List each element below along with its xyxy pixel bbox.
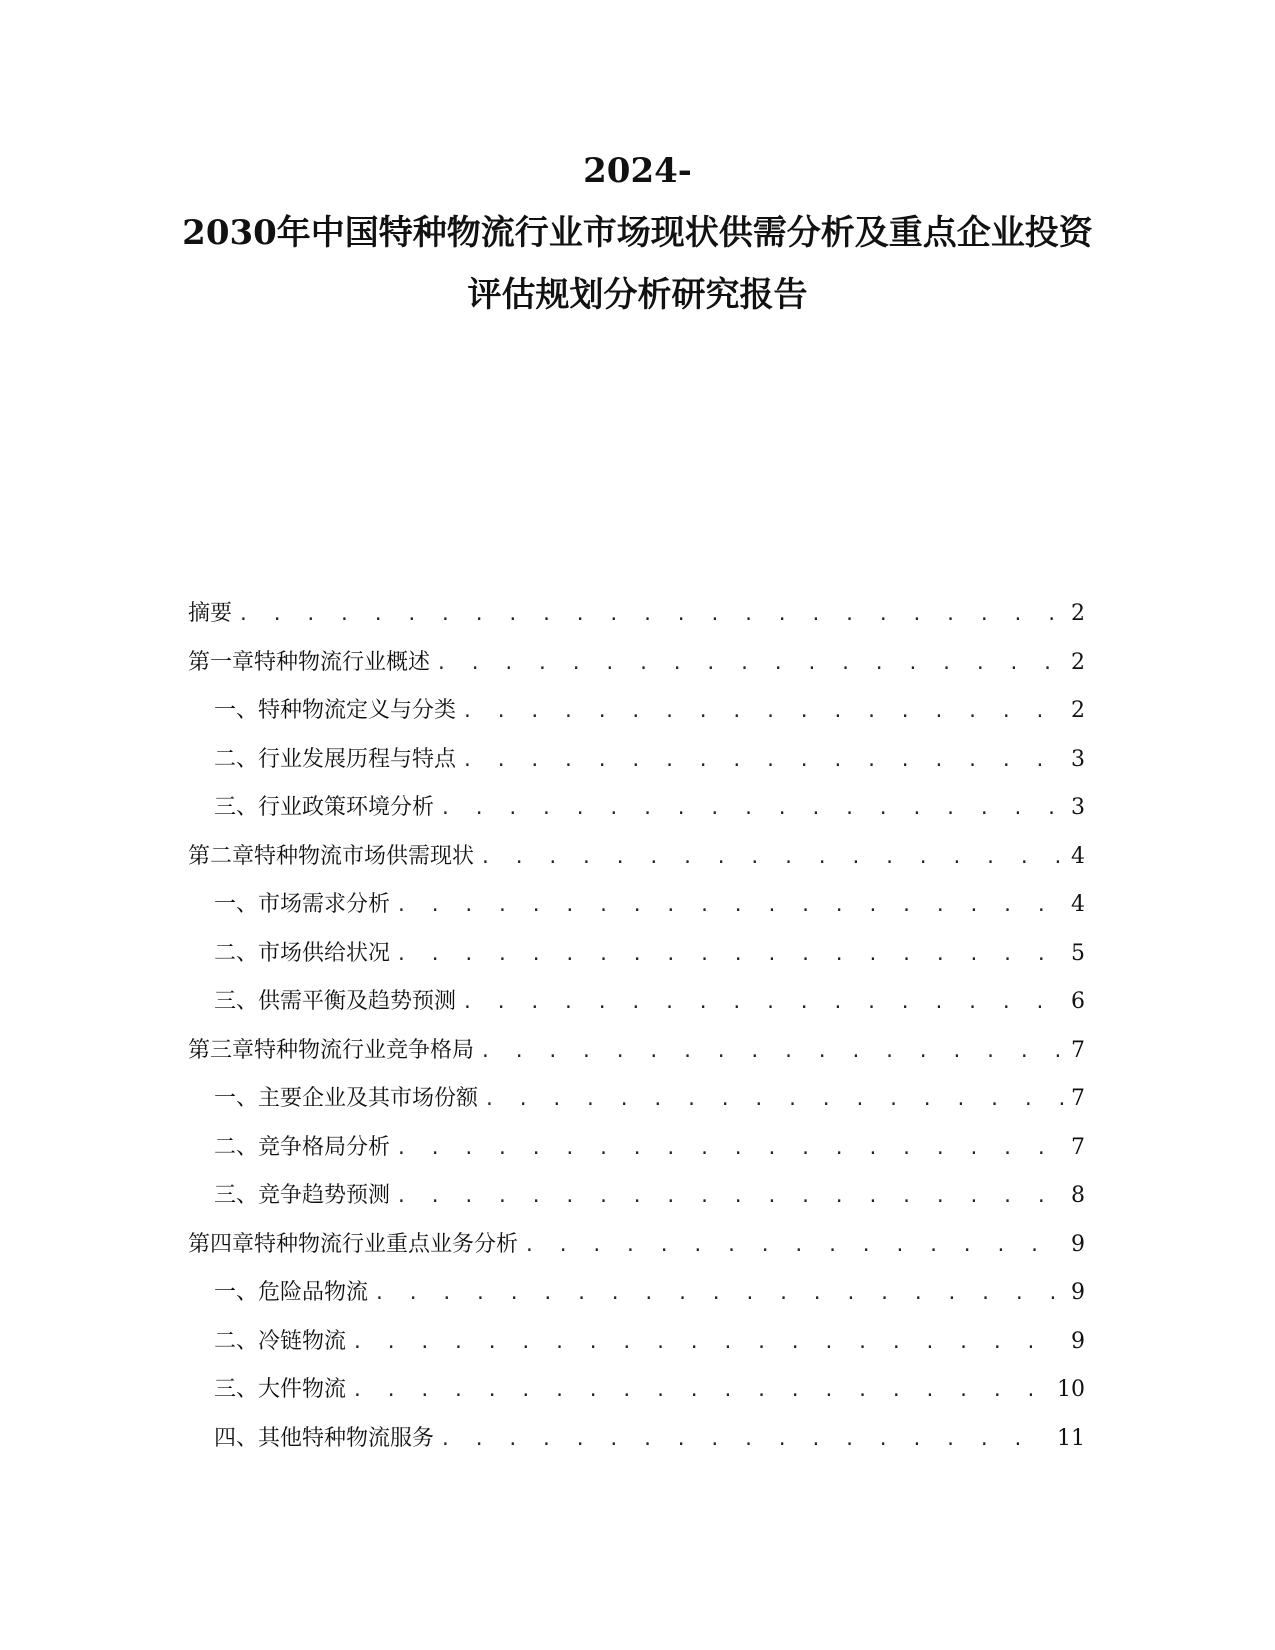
toc-entry-page-number: 3 bbox=[1071, 746, 1085, 772]
toc-dot-leader bbox=[238, 604, 1063, 625]
toc-dot-leader bbox=[480, 847, 1063, 868]
toc-entry[interactable] bbox=[188, 936, 1085, 985]
toc-dot-leader bbox=[462, 750, 1063, 771]
toc-entry-number: 三、 bbox=[214, 1183, 259, 1208]
toc-entry-title: 冷链物流 bbox=[258, 1328, 347, 1354]
toc-entry-title: 特种物流行业竞争格局 bbox=[254, 1037, 475, 1063]
toc-dot-leader bbox=[436, 653, 1063, 674]
toc-entry-number: 第一章 bbox=[188, 649, 255, 675]
title-line-1: 2024- bbox=[583, 151, 692, 191]
toc-dot-leader bbox=[440, 798, 1063, 819]
toc-entry-number: 一、 bbox=[214, 698, 259, 723]
toc-entry-number: 一、 bbox=[214, 1280, 259, 1305]
toc-entry-number: 四、 bbox=[214, 1425, 259, 1451]
toc-entry[interactable] bbox=[188, 1324, 1085, 1373]
toc-entry[interactable] bbox=[188, 1033, 1085, 1082]
toc-dot-leader bbox=[396, 944, 1063, 965]
toc-entry[interactable] bbox=[188, 1130, 1085, 1179]
toc-entry[interactable] bbox=[188, 1421, 1085, 1470]
toc-entry-title: 其他特种物流服务 bbox=[258, 1425, 435, 1451]
toc-entry-page-number: 7 bbox=[1071, 1086, 1085, 1111]
toc-entry[interactable] bbox=[188, 1372, 1085, 1421]
toc-entry-page-number: 3 bbox=[1071, 795, 1085, 820]
toc-entry[interactable] bbox=[188, 1275, 1085, 1324]
toc-entry[interactable] bbox=[188, 984, 1085, 1033]
toc-dot-leader bbox=[396, 895, 1063, 916]
toc-dot-leader bbox=[396, 1186, 1063, 1207]
toc-entry-page-number: 10 bbox=[1057, 1377, 1085, 1402]
toc-entry[interactable] bbox=[188, 839, 1085, 888]
toc-entry-page-number: 8 bbox=[1071, 1183, 1085, 1208]
toc-dot-leader bbox=[462, 701, 1063, 722]
toc-entry-number: 三、 bbox=[214, 795, 259, 820]
toc-entry-title: 主要企业及其市场份额 bbox=[258, 1086, 479, 1111]
toc-dot-leader bbox=[480, 1041, 1063, 1062]
toc-entry-page-number: 4 bbox=[1071, 843, 1085, 869]
toc-entry-title: 供需平衡及趋势预测 bbox=[258, 989, 457, 1014]
toc-entry-title: 特种物流定义与分类 bbox=[258, 698, 457, 723]
toc-entry-title: 市场需求分析 bbox=[258, 892, 391, 917]
toc-entry-number: 一、 bbox=[214, 1086, 259, 1111]
toc-entry-page-number: 9 bbox=[1071, 1280, 1085, 1305]
toc-entry[interactable] bbox=[188, 1081, 1085, 1130]
toc-entry[interactable] bbox=[188, 1178, 1085, 1227]
toc-entry-number: 第四章 bbox=[188, 1231, 255, 1257]
toc-entry-title: 市场供给状况 bbox=[258, 940, 391, 966]
toc-dot-leader bbox=[352, 1332, 1063, 1353]
toc-entry-number: 二、 bbox=[214, 1328, 259, 1354]
toc-entry[interactable] bbox=[188, 742, 1085, 791]
toc-entry-title: 特种物流市场供需现状 bbox=[254, 843, 475, 869]
toc-dot-leader bbox=[352, 1380, 1049, 1401]
toc-entry-page-number: 9 bbox=[1071, 1231, 1085, 1257]
toc-entry-page-number: 7 bbox=[1071, 1037, 1085, 1063]
toc-entry-page-number: 2 bbox=[1071, 698, 1085, 723]
toc-entry[interactable] bbox=[188, 887, 1085, 936]
toc-entry-number: 二、 bbox=[214, 746, 259, 772]
toc-entry-title: 竞争格局分析 bbox=[258, 1134, 391, 1160]
toc-entry-page-number: 2 bbox=[1071, 601, 1085, 626]
toc-dot-leader bbox=[396, 1138, 1063, 1159]
toc-entry-page-number: 5 bbox=[1071, 940, 1085, 966]
toc-entry-page-number: 7 bbox=[1071, 1134, 1085, 1160]
toc-entry[interactable] bbox=[188, 790, 1085, 839]
document-title bbox=[0, 140, 1275, 326]
toc-dot-leader bbox=[440, 1429, 1049, 1450]
toc-entry-page-number: 9 bbox=[1071, 1328, 1085, 1354]
toc-entry-number: 一、 bbox=[214, 892, 259, 917]
toc-entry-number: 二、 bbox=[214, 940, 259, 966]
toc-entry-title: 特种物流行业重点业务分析 bbox=[254, 1231, 519, 1257]
toc-entry-title: 大件物流 bbox=[258, 1377, 347, 1402]
toc-entry-title: 竞争趋势预测 bbox=[258, 1183, 391, 1208]
toc-entry-page-number: 11 bbox=[1057, 1425, 1085, 1451]
toc-dot-leader bbox=[462, 992, 1063, 1013]
toc-entry[interactable] bbox=[188, 1227, 1085, 1276]
toc-entry-number: 第三章 bbox=[188, 1037, 255, 1063]
toc-entry[interactable] bbox=[188, 596, 1085, 645]
table-of-contents bbox=[188, 596, 1085, 1469]
toc-entry-number: 第二章 bbox=[188, 843, 255, 869]
toc-entry[interactable] bbox=[188, 645, 1085, 694]
toc-entry-number: 三、 bbox=[214, 1377, 259, 1402]
toc-entry-page-number: 6 bbox=[1071, 989, 1085, 1014]
toc-entry-title: 危险品物流 bbox=[258, 1280, 369, 1305]
toc-entry-page-number: 2 bbox=[1071, 649, 1085, 675]
toc-entry-title: 行业发展历程与特点 bbox=[258, 746, 457, 772]
toc-dot-leader bbox=[524, 1235, 1063, 1256]
toc-entry[interactable] bbox=[188, 693, 1085, 742]
title-line-3: 评估规划分析研究报告 bbox=[467, 275, 808, 315]
toc-dot-leader bbox=[374, 1283, 1063, 1304]
toc-entry-title: 特种物流行业概述 bbox=[254, 649, 431, 675]
title-line-2: 2030年中国特种物流行业市场现状供需分析及重点企业投资 bbox=[182, 213, 1093, 253]
toc-dot-leader bbox=[484, 1089, 1063, 1110]
toc-entry-number: 二、 bbox=[214, 1134, 259, 1160]
toc-entry-title: 摘要 bbox=[188, 601, 233, 626]
toc-entry-page-number: 4 bbox=[1071, 892, 1085, 917]
toc-entry-title: 行业政策环境分析 bbox=[258, 795, 435, 820]
toc-entry-number: 三、 bbox=[214, 989, 259, 1014]
